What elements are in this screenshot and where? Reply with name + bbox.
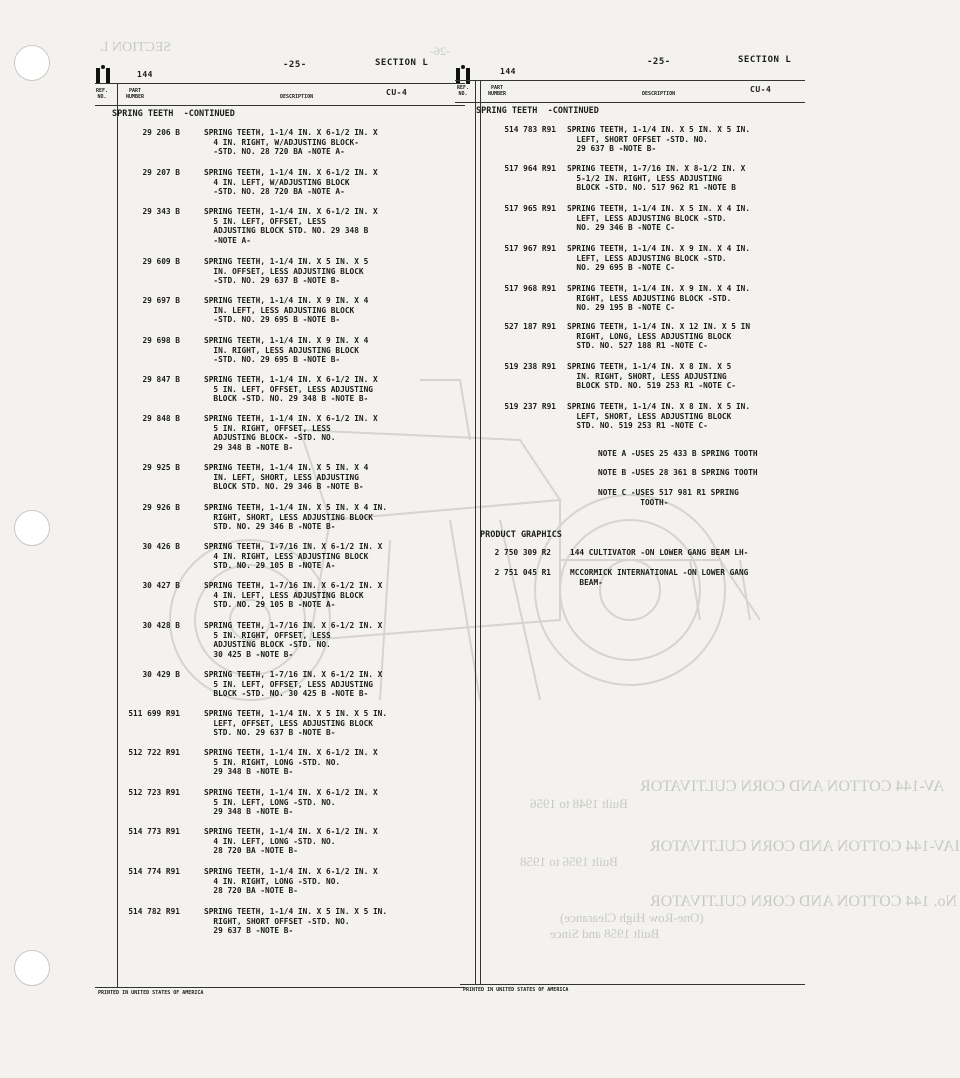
part-description: SPRING TEETH, 1-1/4 IN. X 12 IN. X 5 IN RIGHT, LONG, LESS ADJUSTING BLOCK STD. NO. 527 188 R1 -NOTE C- <box>567 322 751 351</box>
part-number: 517 965 R91 <box>504 204 556 213</box>
part-description: SPRING TEETH, 1-1/4 IN. X 5 IN. X 5 IN. LEFT, OFFSET, LESS ADJUSTING BLOCK STD. NO. 29 637 B -NOTE B- <box>204 709 388 738</box>
part-description: SPRING TEETH, 1-1/4 IN. X 5 IN. X 5 IN. RIGHT, SHORT OFFSET -STD. NO. 29 637 B -NOTE B- <box>204 907 388 936</box>
part-description: SPRING TEETH, 1-7/16 IN. X 6-1/2 IN. X 4 IN. RIGHT, LESS ADJUSTING BLOCK STD. NO. 29 105 B -NOTE A- <box>204 542 383 571</box>
right-section-title: SPRING TEETH -CONTINUED <box>476 106 599 116</box>
part-description: SPRING TEETH, 1-1/4 IN. X 6-1/2 IN. X 4 IN. LEFT, LONG -STD. NO. 28 720 BA -NOTE B- <box>204 827 378 856</box>
part-number: 517 967 R91 <box>504 244 556 253</box>
ih-logo-left-icon <box>96 68 110 84</box>
bleed-line-6: (One-Row High Clearance) <box>560 910 704 925</box>
part-description: SPRING TEETH, 1-1/4 IN. X 5 IN. X 4 IN. LEFT, SHORT, LESS ADJUSTING BLOCK STD. NO. 29 346 B -NOTE B- <box>204 463 369 492</box>
bleed-line-2: Built 1948 to 1956 <box>530 796 628 811</box>
part-number: 514 774 R91 <box>128 867 180 876</box>
part-description: SPRING TEETH, 1-1/4 IN. X 9 IN. X 4 IN. RIGHT, LESS ADJUSTING BLOCK -STD. NO. 29 695 B -NOTE B- <box>204 336 369 365</box>
part-number: 527 187 R91 <box>504 322 556 331</box>
part-description: SPRING TEETH, 1-7/16 IN. X 6-1/2 IN. X 5 IN. RIGHT, OFFSET, LESS ADJUSTING BLOCK -STD. NO. 30 425 B -NOTE B- <box>204 621 383 659</box>
header-bottom-rule-left <box>95 105 465 106</box>
part-number: 2 750 309 R2 <box>494 548 551 557</box>
note-b: NOTE B -USES 28 361 B SPRING TOOTH <box>598 468 758 477</box>
part-description: MCCORMICK INTERNATIONAL -ON LOWER GANG BEAM- <box>570 568 749 587</box>
section-label-left: SECTION L <box>375 58 429 68</box>
part-number: 2 751 045 R1 <box>494 568 551 577</box>
note-c: NOTE C -USES 517 981 R1 SPRING TOOTH- <box>598 488 739 507</box>
col-desc-right: DESCRIPTION <box>642 91 676 97</box>
part-description: SPRING TEETH, 1-1/4 IN. X 6-1/2 IN. X 5 IN. RIGHT, OFFSET, LESS ADJUSTING BLOCK- -STD. NO. 29 348 B -NOTE B- <box>204 414 378 452</box>
part-description: SPRING TEETH, 1-1/4 IN. X 6-1/2 IN. X 4 IN. LEFT, W/ADJUSTING BLOCK -STD. NO. 28 720 BA -NOTE A- <box>204 168 378 197</box>
page-number-right: -25- <box>647 57 671 67</box>
part-description: SPRING TEETH, 1-1/4 IN. X 6-1/2 IN. X 5 IN. RIGHT, LONG -STD. NO. 29 348 B -NOTE B- <box>204 748 378 777</box>
footer-left: PRINTED IN UNITED STATES OF AMERICA <box>98 990 204 996</box>
part-description: SPRING TEETH, 1-1/4 IN. X 6-1/2 IN. X 4 IN. RIGHT, W/ADJUSTING BLOCK- -STD. NO. 28 720 BA -NOTE A- <box>204 128 378 157</box>
footer-rule-right <box>460 984 805 985</box>
part-description: SPRING TEETH, 1-1/4 IN. X 5 IN. X 4 IN. RIGHT, SHORT, LESS ADJUSTING BLOCK STD. NO. 29 346 B -NOTE B- <box>204 503 388 532</box>
part-number: 514 773 R91 <box>128 827 180 836</box>
part-description: SPRING TEETH, 1-1/4 IN. X 6-1/2 IN. X 5 IN. LEFT, LONG -STD. NO. 29 348 B -NOTE B- <box>204 788 378 817</box>
bleed-line-7: Built 1958 and Since <box>550 926 660 941</box>
part-number: 30 428 B <box>142 621 180 630</box>
part-number: 512 723 R91 <box>128 788 180 797</box>
header-top-rule-right <box>455 80 805 81</box>
part-number: 29 609 B <box>142 257 180 266</box>
page-number-left: -25- <box>283 60 307 70</box>
product-graphics-title: PRODUCT GRAPHICS <box>480 530 562 540</box>
code-left: CU-4 <box>386 88 408 97</box>
bleed-line-5: No. 144 COTTON AND CORN CULTIVATOR <box>650 893 957 910</box>
part-number: 30 429 B <box>142 670 180 679</box>
part-number: 29 926 B <box>142 503 180 512</box>
part-number: 29 207 B <box>142 168 180 177</box>
part-description: SPRING TEETH, 1-1/4 IN. X 8 IN. X 5 IN. RIGHT, SHORT, LESS ADJUSTING BLOCK STD. NO. 519 253 R1 -NOTE C- <box>567 362 736 391</box>
bleed-line-1: AV-144 COTTON AND CORN CULTIVATOR <box>640 778 945 795</box>
ref-column-rule-right <box>475 80 476 985</box>
col-desc-left: DESCRIPTION <box>280 94 314 100</box>
header-top-rule-left <box>95 83 465 84</box>
col-ref-right: REF. NO. <box>457 85 470 97</box>
part-description: SPRING TEETH, 1-1/4 IN. X 6-1/2 IN. X 5 IN. LEFT, OFFSET, LESS ADJUSTING BLOCK STD. NO. 29 348 B -NOTE A- <box>204 207 378 245</box>
part-number: 29 697 B <box>142 296 180 305</box>
model-number-right: 144 <box>500 67 516 76</box>
part-description: SPRING TEETH, 1-1/4 IN. X 5 IN. X 4 IN. LEFT, LESS ADJUSTING BLOCK -STD. NO. 29 346 B -NOTE C- <box>567 204 751 233</box>
col-part-right: PART NUMBER <box>488 85 507 97</box>
part-number: 29 848 B <box>142 414 180 423</box>
section-label-right: SECTION L <box>738 55 792 65</box>
part-number: 29 925 B <box>142 463 180 472</box>
part-description: SPRING TEETH, 1-1/4 IN. X 9 IN. X 4 IN. LEFT, LESS ADJUSTING BLOCK -STD. NO. 29 695 B -NOTE C- <box>567 244 751 273</box>
left-section-title: SPRING TEETH -CONTINUED <box>112 109 235 119</box>
part-number: 30 427 B <box>142 581 180 590</box>
part-description: SPRING TEETH, 1-7/16 IN. X 8-1/2 IN. X 5-1/2 IN. RIGHT, LESS ADJUSTING BLOCK -STD. NO. 517 962 R1 -NOTE B <box>567 164 746 193</box>
part-number: 30 426 B <box>142 542 180 551</box>
model-number-left: 144 <box>137 70 153 79</box>
part-number: 519 237 R91 <box>504 402 556 411</box>
note-a: NOTE A -USES 25 433 B SPRING TOOTH <box>598 449 758 458</box>
part-number: 511 699 R91 <box>128 709 180 718</box>
ref-column-rule-left <box>117 83 118 988</box>
part-description: SPRING TEETH, 1-7/16 IN. X 6-1/2 IN. X 4 IN. LEFT, LESS ADJUSTING BLOCK STD. NO. 29 105 B -NOTE A- <box>204 581 383 610</box>
part-number: 517 964 R91 <box>504 164 556 173</box>
col-part-left: PART NUMBER <box>126 88 145 100</box>
part-description: 144 CULTIVATOR -ON LOWER GANG BEAM LH- <box>570 548 749 557</box>
part-description: SPRING TEETH, 1-1/4 IN. X 5 IN. X 5 IN. OFFSET, LESS ADJUSTING BLOCK -STD. NO. 29 637 B -NOTE B- <box>204 257 369 286</box>
part-description: SPRING TEETH, 1-7/16 IN. X 6-1/2 IN. X 5 IN. LEFT, OFFSET, LESS ADJUSTING BLOCK -STD. NO. 30 425 B -NOTE B- <box>204 670 383 699</box>
bleed-page-number: -26- <box>430 44 450 58</box>
part-number: 519 238 R91 <box>504 362 556 371</box>
part-number: 29 343 B <box>142 207 180 216</box>
part-number: 29 206 B <box>142 128 180 137</box>
header-bottom-rule-right <box>455 102 805 103</box>
part-number: 29 847 B <box>142 375 180 384</box>
col-ref-left: REF. NO. <box>96 88 109 100</box>
part-description: SPRING TEETH, 1-1/4 IN. X 5 IN. X 5 IN. LEFT, SHORT OFFSET -STD. NO. 29 637 B -NOTE B- <box>567 125 751 154</box>
part-number: 514 783 R91 <box>504 125 556 134</box>
part-number: 512 722 R91 <box>128 748 180 757</box>
footer-right: PRINTED IN UNITED STATES OF AMERICA <box>463 987 569 993</box>
bleed-line-4: Built 1956 to 1958 <box>520 854 618 869</box>
footer-rule-left <box>95 987 465 988</box>
bleed-section-label: SECTION L <box>100 40 172 55</box>
part-number: 517 968 R91 <box>504 284 556 293</box>
part-description: SPRING TEETH, 1-1/4 IN. X 6-1/2 IN. X 4 IN. RIGHT, LONG -STD. NO. 28 720 BA -NOTE B- <box>204 867 378 896</box>
part-description: SPRING TEETH, 1-1/4 IN. X 8 IN. X 5 IN. LEFT, SHORT, LESS ADJUSTING BLOCK STD. NO. 519 253 R1 -NOTE C- <box>567 402 751 431</box>
part-number: 29 698 B <box>142 336 180 345</box>
code-right: CU-4 <box>750 85 772 94</box>
ih-logo-right-icon <box>456 68 470 84</box>
bleed-line-3: IAV-144 COTTON AND CORN CULTIVATOR <box>650 838 960 855</box>
part-description: SPRING TEETH, 1-1/4 IN. X 9 IN. X 4 IN. RIGHT, LESS ADJUSTING BLOCK -STD. NO. 29 195 B -NOTE C- <box>567 284 751 313</box>
part-description: SPRING TEETH, 1-1/4 IN. X 6-1/2 IN. X 5 IN. LEFT, OFFSET, LESS ADJUSTING BLOCK -STD. NO. 29 348 B -NOTE B- <box>204 375 378 404</box>
part-number: 514 782 R91 <box>128 907 180 916</box>
part-description: SPRING TEETH, 1-1/4 IN. X 9 IN. X 4 IN. LEFT, LESS ADJUSTING BLOCK -STD. NO. 29 695 B -NOTE B- <box>204 296 369 325</box>
